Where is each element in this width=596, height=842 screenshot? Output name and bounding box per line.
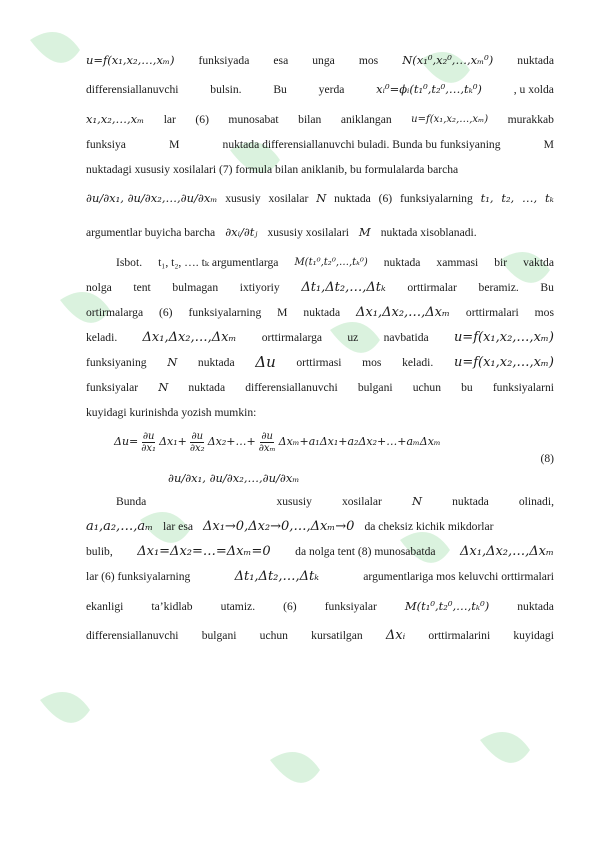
text-line-17 (86, 489, 554, 514)
text-line-14 (86, 400, 554, 425)
word: da cheksiz kichik mikdorlar (364, 520, 494, 534)
word: orttirmalarini (428, 629, 491, 643)
equation-8 (114, 431, 554, 454)
word: ekanligi (86, 599, 124, 613)
formula: ∂u/∂x₁, ∂u/∂x₂,…,∂u/∂xₘ (168, 470, 300, 485)
formula: Δx₁,Δx₂,…,Δxₘ (356, 304, 450, 320)
text-line-6 (86, 182, 554, 216)
word: uchun (259, 629, 288, 643)
fraction (140, 431, 157, 454)
formula: xᵢ⁰=ϕᵢ(t₁⁰,t₂⁰,…,tₖ⁰) (376, 82, 482, 97)
word: ta’kidlab (151, 599, 193, 613)
formula: Δu (255, 353, 276, 372)
word: kuyidagi kurinishda yozish mumkin: (86, 405, 257, 419)
text-line-3 (86, 107, 554, 132)
word: bulgani (201, 629, 237, 643)
formula: ∂u/∂x₁, ∂u/∂x₂,…,∂u/∂xₘ (86, 191, 218, 206)
word: t₂, (501, 191, 515, 206)
word: esa (273, 53, 289, 67)
word: (6) (283, 599, 297, 613)
word: funksiyalarning (188, 305, 262, 319)
numerator: ∂u (261, 431, 273, 442)
equation-number: (8) (540, 452, 554, 465)
word: orttirmasi (296, 355, 342, 369)
numerator: ∂u (191, 431, 204, 442)
word: xususiy (225, 192, 261, 206)
word: ortirmalarga (86, 305, 144, 319)
word: funksiyalar (86, 380, 139, 394)
word: funksiyalarni (492, 380, 554, 394)
word: N (167, 354, 178, 369)
word: lar (163, 112, 176, 126)
word: funksiyaning (86, 355, 147, 369)
word: bulib, (86, 545, 113, 559)
word: Bu (540, 280, 554, 294)
word: argumentlariga mos keluvchi orttirmalari (363, 570, 554, 584)
word: funksiyalar (324, 599, 377, 613)
text-line-11 (86, 325, 554, 350)
formula: u=f(x₁,x₂,…,xₘ) (453, 354, 554, 370)
document-body (86, 48, 554, 648)
word: kursatilgan (311, 629, 363, 643)
word: differensiallanuvchi (86, 629, 179, 643)
word: keladi. (402, 355, 434, 369)
word: orttirmalarga (261, 330, 323, 344)
formula: N(x₁⁰,x₂⁰,…,xₘ⁰) (402, 52, 494, 67)
word: orttirmalari (465, 305, 519, 319)
word: lar esa (163, 520, 193, 534)
word: murakkab (507, 112, 554, 126)
word: orttirmalar (407, 280, 457, 294)
text-line-21 (86, 589, 554, 623)
word: differensiallanuvchi (245, 380, 338, 394)
formula: Δx₁,Δx₂,…,Δxₘ (460, 544, 554, 560)
word: N (411, 494, 423, 509)
text-line-4 (86, 132, 554, 157)
word: nuktada xisoblanadi. (380, 226, 477, 240)
word: (6) (159, 305, 173, 319)
word: mos (362, 355, 382, 369)
word: mos (534, 305, 554, 319)
word: funksiya (86, 137, 126, 151)
word: Bunda (116, 495, 147, 509)
text-line-18 (86, 514, 554, 539)
word: nuktada (517, 53, 554, 67)
word: bir (494, 255, 508, 269)
word: nuktada (197, 355, 235, 369)
formula: Δxᵢ (385, 628, 406, 644)
formula: Δx₁→0,Δx₂→0,…,Δxₘ→0 (202, 519, 355, 535)
text-line-19 (86, 539, 554, 564)
text-line-13 (86, 375, 554, 400)
word: xosilalar (341, 495, 382, 509)
denominator: ∂xₘ (258, 443, 276, 454)
word: N (158, 379, 169, 394)
text-line-20 (86, 564, 554, 589)
word: bilan (298, 112, 322, 126)
denominator: ∂x₂ (189, 443, 205, 454)
text-line-2 (86, 73, 554, 107)
word: xosilalar (268, 192, 309, 206)
word: nuktada (303, 305, 341, 319)
formula: Δx₁,Δx₂,…,Δxₘ (142, 329, 237, 345)
word: nuktada differensiallanuvchi buladi. Bunda bu funksiyaning (222, 137, 501, 151)
word: xammasi (436, 255, 479, 269)
formula: ∂xᵢ/∂tⱼ (225, 225, 258, 240)
equation-term: Δx₁+ (159, 435, 187, 449)
word: beramiz. (478, 280, 519, 294)
text-line-10 (86, 300, 554, 325)
word: M (543, 137, 554, 151)
word: funksiyada (198, 53, 250, 67)
text-line-16 (86, 467, 554, 489)
numerator: ∂u (142, 431, 155, 442)
word: lar (6) funksiyalarning (86, 570, 191, 584)
word: nuktada (334, 192, 371, 206)
word: munosabat (228, 112, 279, 126)
word: nuktada (517, 599, 554, 613)
word: xususiy (276, 495, 312, 509)
word: argumentlar buyicha barcha (86, 226, 216, 240)
word: (6) (378, 192, 393, 206)
word: t₁, (480, 191, 494, 206)
word: , u xolda (513, 83, 554, 97)
denominator: ∂x₁ (141, 443, 157, 454)
word: bu (461, 380, 473, 394)
text-line-12 (86, 350, 554, 375)
fraction (189, 431, 206, 454)
word: differensiallanuvchi (86, 83, 179, 97)
word: funksiyalarning (400, 192, 473, 206)
text-line-5 (86, 157, 554, 182)
word: nuktada (452, 495, 489, 509)
text-line-9 (86, 275, 554, 300)
word: vaktda (523, 255, 554, 269)
word: olinadi, (518, 495, 554, 509)
word: mos (358, 53, 379, 67)
word: uchun (412, 380, 442, 394)
word: N (316, 191, 327, 206)
formula: u=f(x₁,x₂,…,xₘ) (411, 114, 489, 125)
word: M (358, 225, 371, 240)
formula: Δt₁,Δt₂,…,Δtₖ (234, 569, 319, 585)
word: nuktada (188, 380, 226, 394)
word: uz (347, 330, 359, 344)
word: Isbot. (116, 255, 143, 269)
word: yerda (318, 83, 345, 97)
formula: x₁,x₂,…,xₘ (86, 111, 145, 126)
word: unga (312, 53, 335, 67)
word: bulgani (357, 380, 393, 394)
text-line-8 (86, 250, 554, 275)
word: nuktada (383, 255, 421, 269)
formula: Δx₁=Δx₂=…=Δxₘ=0 (137, 544, 271, 560)
word: nuktadagi xususiy xosilalari (7) formula bilan aniklanib, bu formulalarda barcha (86, 162, 459, 176)
equation-term: Δx₂+…+ (207, 435, 256, 449)
formula: M(t₁⁰,t₂⁰,…,tₖ⁰) (404, 598, 490, 613)
word: aniklangan (340, 112, 392, 126)
word: bulsin. (210, 83, 242, 97)
word: ixtiyoriy (239, 280, 280, 294)
formula: Δt₁,Δt₂,…,Δtₖ (301, 279, 386, 295)
word: tent (133, 280, 151, 294)
equation-lhs: Δu= (114, 435, 139, 449)
word: M (169, 137, 180, 151)
word: navbatida (383, 330, 429, 344)
word: t₁, t₂, …. tₖ argumentlarga (158, 255, 279, 269)
word: xususiy xosilalari (267, 226, 349, 240)
text-line-7 (86, 216, 554, 250)
word: kuyidagi (513, 629, 554, 643)
word: keladi. (86, 330, 118, 344)
word: bulmagan (172, 280, 219, 294)
word: …, (522, 191, 538, 206)
word: utamiz. (220, 599, 256, 613)
word: nolga (86, 280, 112, 294)
word: da nolga tent (8) munosabatda (295, 545, 436, 559)
formula: u=f(x₁,x₂,…,xₘ) (453, 329, 554, 345)
formula: M(t₁⁰,t₂⁰,…,tₖ⁰) (294, 257, 368, 268)
text-line-1 (86, 48, 554, 73)
word: Bu (273, 83, 287, 97)
word: M (277, 305, 288, 319)
equation-term: Δxₘ+a₁Δx₁+a₂Δx₂+…+aₘΔxₘ (278, 435, 441, 449)
formula: a₁,a₂,…,aₘ (86, 519, 154, 535)
fraction (258, 431, 277, 454)
word: tₖ (545, 191, 554, 206)
text-line-22 (86, 623, 554, 648)
formula: u=f(x₁,x₂,…,xₘ) (86, 52, 175, 67)
word: (6) (195, 112, 209, 126)
